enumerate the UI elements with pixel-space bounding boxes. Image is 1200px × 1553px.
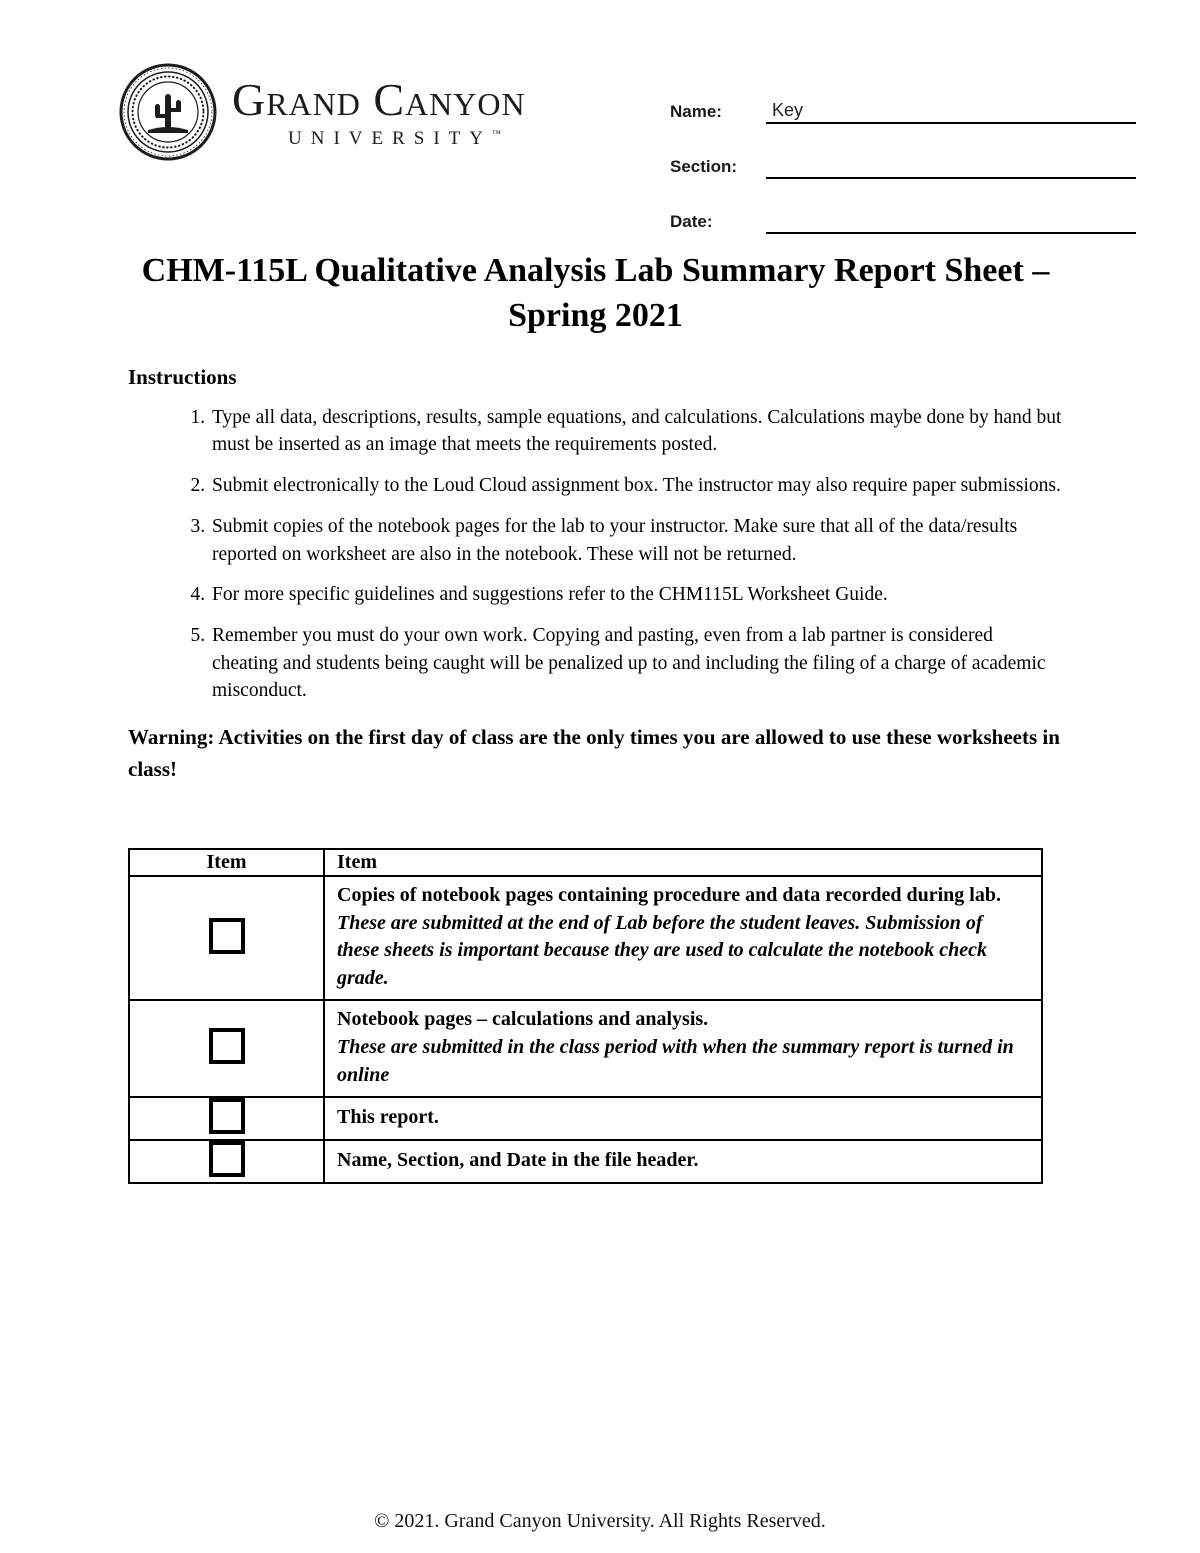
copyright-footer: © 2021. Grand Canyon University. All Rights Reserved.	[374, 1510, 826, 1532]
wordmark-grand-canyon: Grand Canyon	[232, 73, 526, 125]
page-header	[0, 0, 1200, 245]
name-label: Name:	[670, 102, 722, 121]
checklist-checkbox[interactable]	[209, 1028, 245, 1064]
instruction-item: 5. Remember you must do your own work. Copying and pasting, even from a lab partner is considered cheating and students being caught will be penalized up to and including the filing of a charge of academic misconduct.	[210, 622, 1063, 705]
name-input-line[interactable]: Key	[766, 100, 1136, 124]
checklist-row-text: Copies of notebook pages containing procedure and data recorded during lab.	[337, 884, 1001, 907]
gcu-seal-icon	[118, 62, 218, 162]
instruction-item: 1. Type all data, descriptions, results, sample equations, and calculations. Calculations maybe done by hand but must be inserted as an image that meets the requirements posted.	[210, 404, 1063, 459]
header-form-fields	[670, 100, 1136, 265]
table-row	[129, 1000, 1042, 1097]
checklist-row-note: These are submitted in the class period with when the summary report is turned in online	[337, 1036, 1014, 1086]
warning-text: Warning: Activities on the first day of class are the only times you are allowed to use these worksheets in class!	[128, 724, 1060, 782]
name-field-row	[670, 100, 1136, 124]
document-content	[0, 249, 1200, 1184]
date-label: Date:	[670, 212, 713, 231]
wordmark-university: UNIVERSITY™	[288, 127, 501, 149]
checklist-checkbox[interactable]	[209, 1098, 245, 1134]
instructions-list	[128, 404, 1063, 705]
checklist-desc-cell	[324, 876, 1042, 1000]
date-input-line[interactable]	[766, 210, 1136, 234]
checkbox-cell	[129, 1140, 324, 1183]
checkbox-cell	[129, 1000, 324, 1097]
checklist-checkbox[interactable]	[209, 1141, 245, 1177]
instruction-item: 3. Submit copies of the notebook pages for the lab to your instructor. Make sure that all of the data/results reported on worksheet are also in the notebook. These will not be returned.	[210, 513, 1063, 568]
checklist-header-item-col2: Item	[324, 849, 1042, 876]
checklist-header-item-col1: Item	[129, 849, 324, 876]
section-field-row	[670, 155, 1136, 179]
checklist-row-text: Name, Section, and Date in the file header.	[337, 1148, 699, 1171]
table-row	[129, 1140, 1042, 1183]
instruction-item: 2. Submit electronically to the Loud Cloud assignment box. The instructor may also require paper submissions.	[210, 472, 1063, 500]
checklist-desc-cell	[324, 1097, 1042, 1140]
checklist-header-row	[129, 849, 1042, 876]
checkbox-cell	[129, 876, 324, 1000]
date-field-row	[670, 210, 1136, 234]
checklist-row-text: This report.	[337, 1105, 439, 1128]
checklist-checkbox[interactable]	[209, 918, 245, 954]
instruction-item: 4. For more specific guidelines and suggestions refer to the CHM115L Worksheet Guide.	[210, 581, 1063, 609]
table-row	[129, 876, 1042, 1000]
checklist-row-note: These are submitted at the end of Lab before the student leaves. Submission of these sheets is important because they are used to calculate the notebook check grade.	[337, 911, 987, 989]
section-input-line[interactable]	[766, 155, 1136, 179]
checklist-desc-cell	[324, 1000, 1042, 1097]
gcu-wordmark	[232, 73, 526, 149]
instructions-heading: Instructions	[128, 364, 237, 389]
checkbox-cell	[129, 1097, 324, 1140]
checklist-row-text: Notebook pages – calculations and analysis.	[337, 1008, 709, 1031]
checklist-desc-cell	[324, 1140, 1042, 1183]
gcu-logo	[118, 62, 526, 162]
checklist-table	[128, 848, 1043, 1184]
trademark-symbol: ™	[492, 128, 501, 139]
table-row	[129, 1097, 1042, 1140]
document-title: CHM-115L Qualitative Analysis Lab Summary Report Sheet – Spring 2021	[141, 252, 1050, 334]
section-label: Section:	[670, 157, 738, 176]
